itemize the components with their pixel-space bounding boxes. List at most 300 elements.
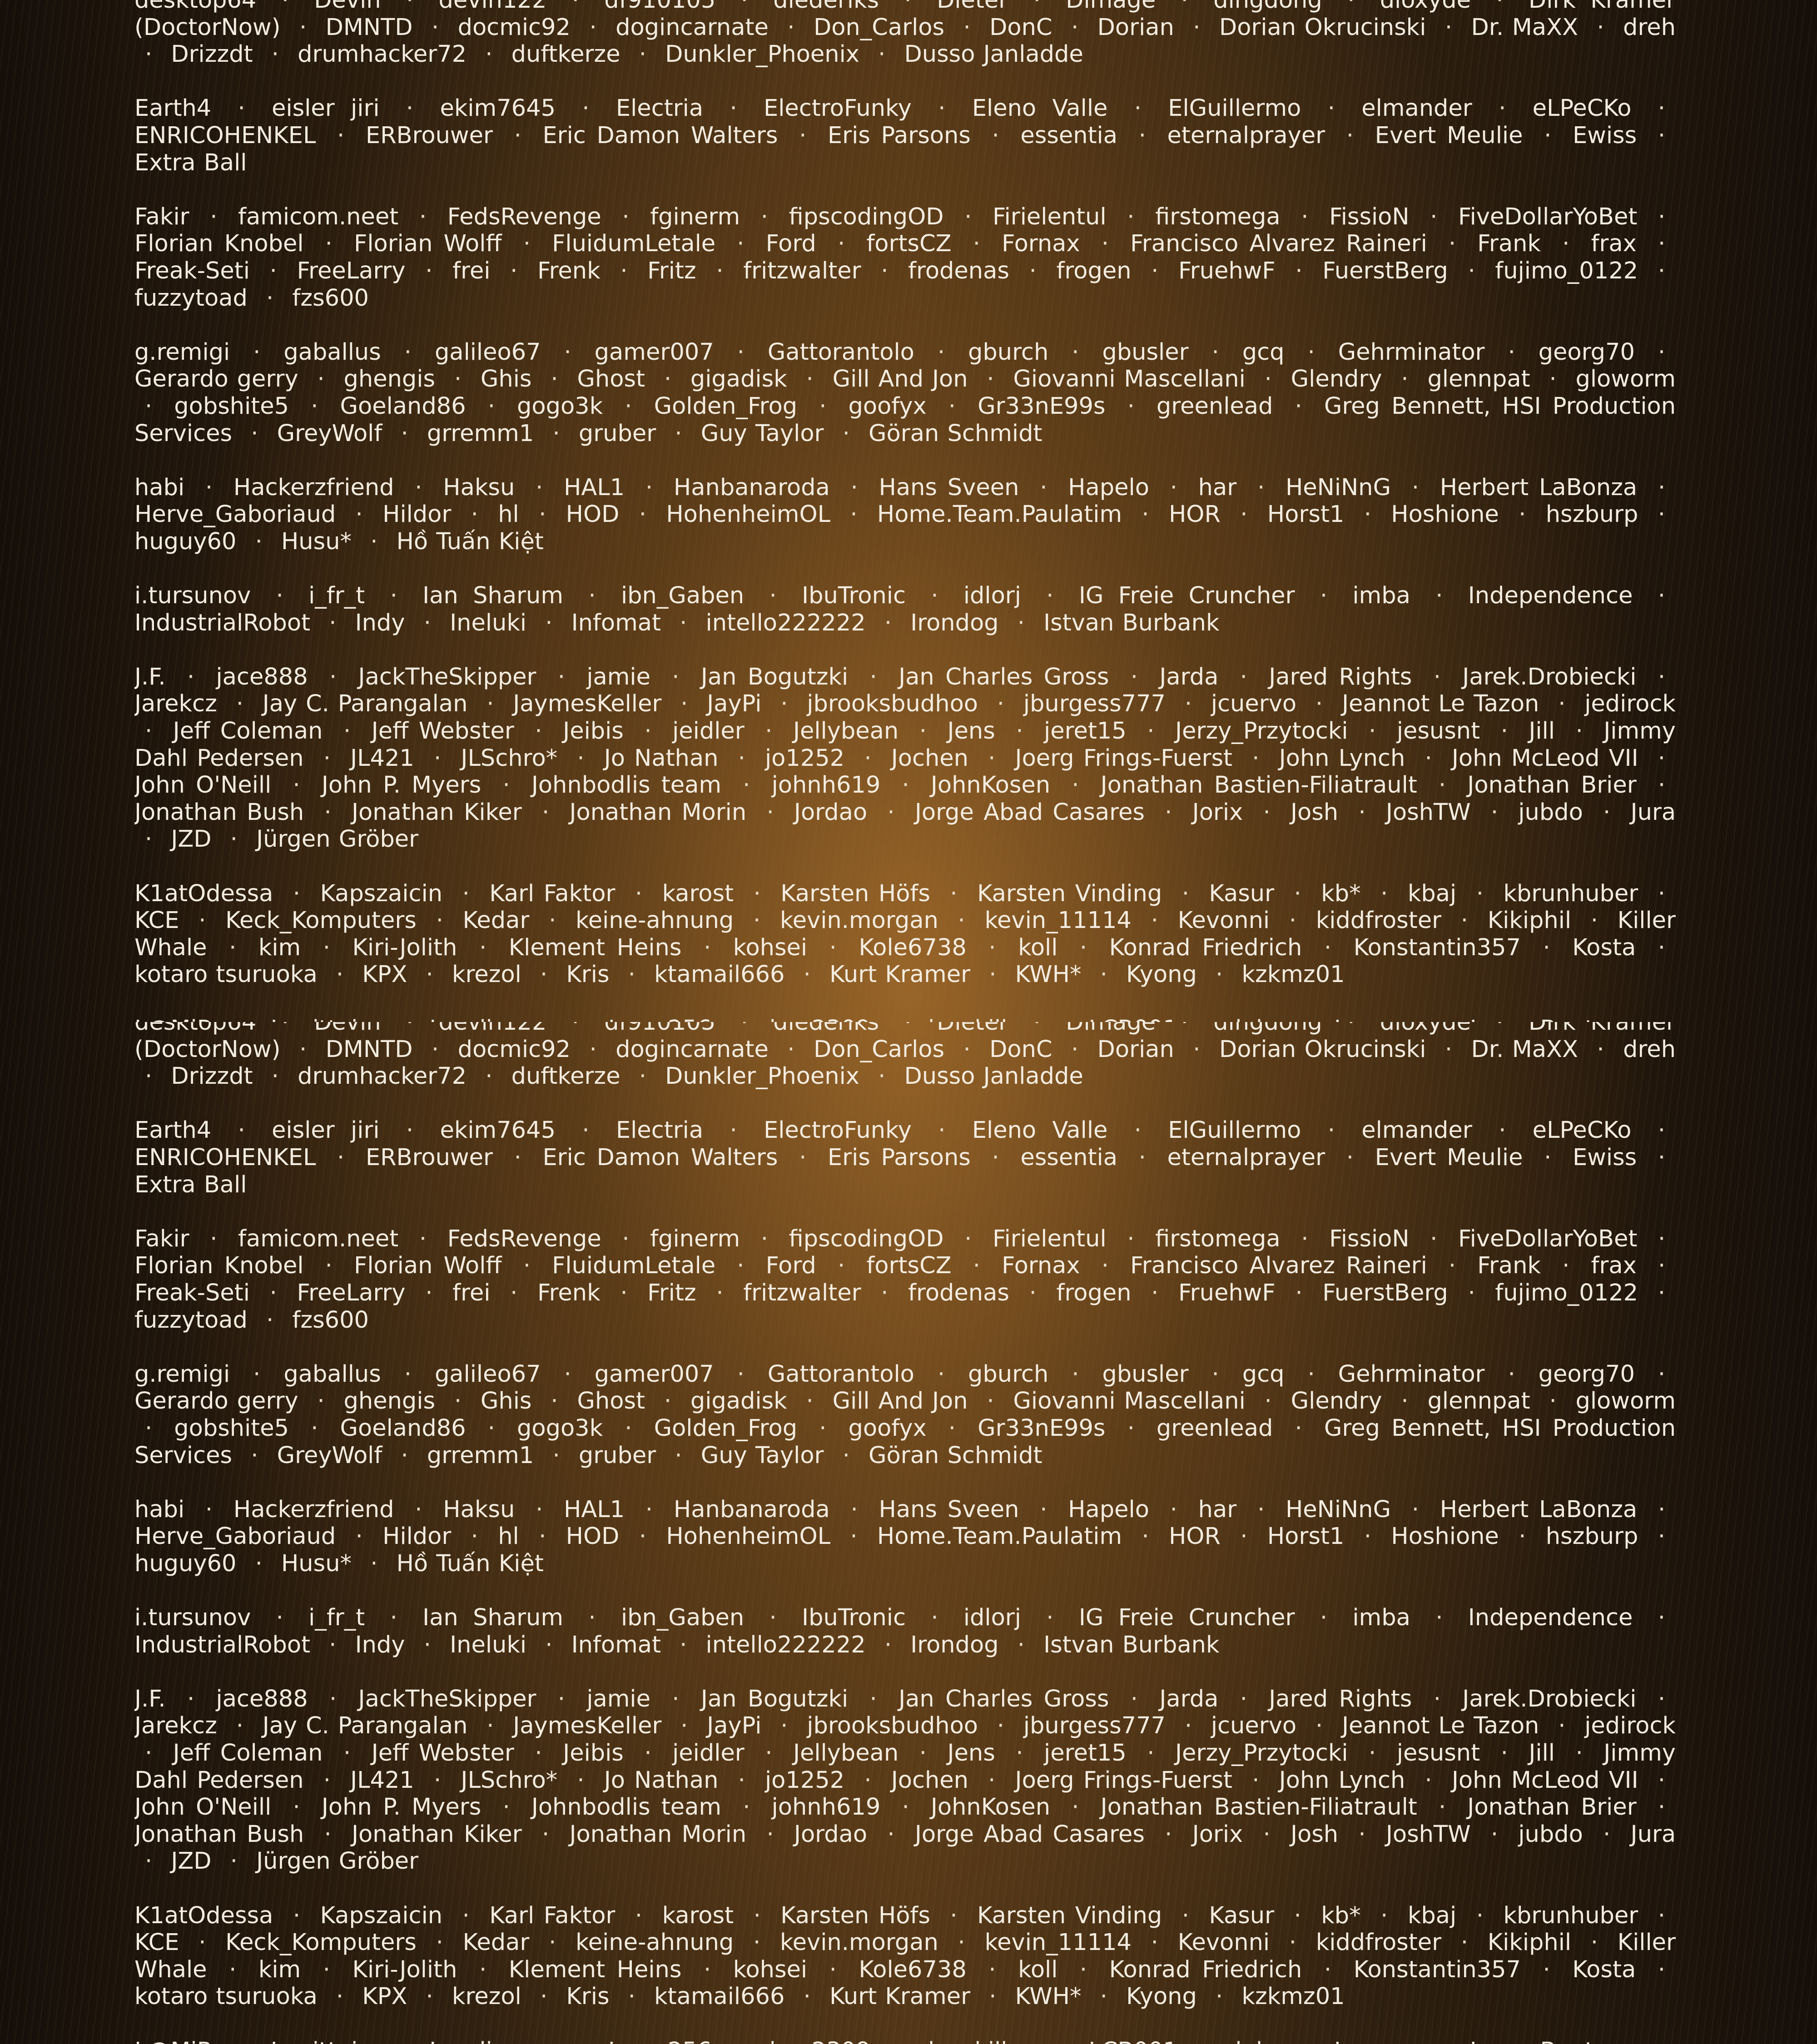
separator-dot: · [726, 230, 755, 257]
contributor-name: Horst1 [1267, 501, 1345, 528]
separator-dot: · [720, 1117, 748, 1144]
separator-dot: · [1648, 1604, 1676, 1631]
separator-dot: · [289, 1036, 317, 1063]
separator-dot: · [134, 826, 163, 853]
separator-dot: · [1131, 501, 1159, 528]
separator-dot: · [423, 1767, 452, 1794]
separator-dot: · [1593, 1821, 1621, 1848]
separator-dot: · [271, 0, 299, 14]
contributor-name: FissioN [1329, 1225, 1409, 1252]
separator-dot: · [1490, 1740, 1519, 1766]
separator-dot: · [134, 41, 163, 68]
separator-dot: · [938, 1415, 966, 1442]
separator-dot: · [1285, 258, 1313, 284]
contributor-name: dogincarnate [616, 1036, 769, 1063]
contributor-name: ghengis [344, 366, 436, 392]
separator-dot: · [547, 664, 576, 690]
separator-dot: · [755, 1740, 783, 1766]
contributor-name: frogen [1056, 1280, 1131, 1306]
contributor-name: Jorix [1192, 1821, 1243, 1848]
contributor-name: KPX [362, 961, 407, 988]
contributor-name: IndustrialRobot [134, 610, 310, 636]
separator-dot: · [927, 1361, 955, 1388]
separator-dot: · [394, 339, 422, 366]
separator-dot: · [1358, 1740, 1386, 1766]
separator-dot: · [859, 664, 888, 690]
contributor-name: ElectroFunky [764, 1117, 912, 1144]
separator-dot: · [693, 1956, 721, 1983]
contributor-name: Jeff Coleman [173, 1740, 323, 1766]
separator-dot: · [1205, 1983, 1233, 2010]
contributor-name: devin122 [439, 0, 547, 14]
contributor-name: fzs600 [292, 1307, 369, 1334]
contributor-name: Frenk [537, 258, 601, 284]
contributor-name: Jay C. Parangalan [263, 1712, 468, 1739]
separator-dot: · [1023, 1022, 1051, 1036]
contributor-name: gloworm [1576, 366, 1676, 392]
separator-dot: · [1160, 1496, 1188, 1523]
contributor-name: goofyx [849, 393, 927, 420]
contributor-name: ERBrouwer [366, 122, 493, 149]
separator-dot: · [720, 95, 748, 122]
separator-dot: · [938, 393, 966, 420]
contributor-name: ENRICOHENKEL [134, 122, 316, 149]
separator-dot: · [868, 1063, 896, 1090]
contributor-name: i_fr_t [308, 1604, 365, 1631]
contributor-name: g.remigi [134, 1361, 230, 1388]
separator-dot: · [870, 258, 899, 284]
contributor-name: JoshTW [1386, 1821, 1471, 1848]
contributor-name: Eris Parsons [828, 1144, 971, 1171]
contributor-name: fortsCZ [866, 1252, 951, 1279]
contributor-name: dogincarnate [616, 14, 769, 41]
separator-dot: · [1450, 1929, 1479, 1956]
contributor-name: Gill And Jon [833, 366, 968, 392]
contributor-name: gcq [1242, 1361, 1285, 1388]
contributor-name: habi [134, 474, 184, 501]
contributor-name: gruber [579, 420, 656, 447]
separator-dot: · [1336, 122, 1364, 149]
contributor-name: Goeland86 [340, 1415, 466, 1442]
separator-dot: · [259, 1280, 288, 1306]
separator-dot: · [978, 1983, 1007, 2010]
contributor-name: docmic92 [458, 14, 571, 41]
separator-dot: · [571, 1117, 600, 1144]
contributor-name: huguy60 [134, 1550, 236, 1577]
contributor-name: Jill [1529, 1740, 1555, 1766]
contributor-name: jburgess777 [1023, 1712, 1166, 1739]
separator-dot: · [469, 934, 497, 961]
contributor-name: Giovanni Mascellani [1013, 366, 1245, 392]
separator-dot: · [524, 1740, 552, 1766]
separator-dot: · [1435, 1036, 1463, 1063]
contributor-name: FluidumLetale [552, 230, 715, 257]
contributor-name: gamer007 [595, 1361, 714, 1388]
separator-dot: · [953, 1036, 981, 1063]
contributor-name: Ford [766, 1252, 816, 1279]
separator-dot: · [469, 1956, 497, 1983]
contributor-name: John Lynch [1279, 745, 1405, 772]
contributor-name: firstomega [1155, 203, 1281, 230]
separator-dot: · [1279, 907, 1307, 934]
separator-dot: · [1648, 1361, 1676, 1388]
separator-dot: · [413, 1632, 442, 1658]
contributor-name: Jarda [1159, 1686, 1218, 1712]
contributor-name: Earth4 [134, 95, 211, 122]
separator-dot: · [1029, 474, 1057, 501]
contributor-name: frax [1591, 230, 1636, 257]
separator-dot: · [1458, 1280, 1486, 1306]
separator-dot: · [770, 690, 798, 717]
contributor-name: Herbert LaBonza [1440, 474, 1637, 501]
separator-dot: · [618, 961, 646, 988]
contributor-name: Fakir [134, 203, 189, 230]
separator-dot: · [475, 1063, 503, 1090]
contributor-name: JohnKosen [931, 1794, 1050, 1821]
contributor-name: GreyWolf [277, 420, 382, 447]
separator-dot: · [226, 1712, 254, 1739]
contributor-name: JackTheSkipper [358, 1686, 536, 1712]
separator-dot: · [1090, 1983, 1118, 2010]
separator-dot: · [1438, 1252, 1466, 1279]
contributor-name: imba [1352, 582, 1410, 609]
contributor-name: HeNiNnG [1286, 474, 1391, 501]
contributor-name: Francisco Alvarez Raineri [1130, 230, 1427, 257]
contributor-name: Glendry [1291, 366, 1382, 392]
contributor-name: Herve_Gaboriaud [134, 501, 336, 528]
separator-dot: · [1565, 718, 1594, 744]
contributor-name: KCE [134, 1929, 179, 1956]
contributor-name: Freak-Seti [134, 1280, 250, 1306]
contributor-name: gburch [968, 339, 1048, 366]
separator-dot: · [1466, 880, 1494, 907]
contributor-name: Home.Team.Paulatim [877, 501, 1122, 528]
separator-dot: · [1141, 907, 1169, 934]
contributor-name: kiddfroster [1316, 1929, 1441, 1956]
contributor-name: ElGuillermo [1168, 95, 1301, 122]
separator-dot: · [413, 610, 442, 636]
separator-dot: · [854, 745, 882, 772]
contributor-name: idlorj [963, 1604, 1021, 1631]
separator-dot: · [1137, 1740, 1165, 1766]
separator-dot: · [870, 1280, 899, 1306]
separator-dot: · [1120, 664, 1148, 690]
contributor-name: Jellybean [793, 1740, 899, 1766]
separator-dot: · [535, 610, 563, 636]
contributor-name: Ineluki [450, 610, 526, 636]
contributor-name: jeret15 [1044, 718, 1127, 744]
separator-dot: · [1648, 95, 1676, 122]
separator-dot: · [1205, 961, 1233, 988]
separator-dot: · [380, 1604, 408, 1631]
separator-dot: · [987, 690, 1015, 717]
separator-dot: · [333, 718, 361, 744]
separator-dot: · [283, 1902, 311, 1929]
separator-dot: · [475, 41, 503, 68]
separator-dot: · [618, 1983, 646, 2010]
contributor-name: har [1198, 474, 1237, 501]
contributor-name: i_fr_t [308, 582, 365, 609]
contributor-name: johnh619 [772, 772, 881, 799]
contributor-name: Don_Carlos [814, 14, 944, 41]
separator-dot: · [1279, 1929, 1307, 1956]
separator-dot: · [976, 366, 1004, 392]
contributor-name: FreeLarry [297, 1280, 405, 1306]
contributor-name: Irondog [910, 610, 998, 636]
separator-dot: · [1415, 1767, 1443, 1794]
contributor-name: JLSchro* [461, 745, 557, 772]
contributor-name: gogo3k [517, 1415, 603, 1442]
separator-dot: · [528, 501, 556, 528]
contributor-name: Ford [766, 230, 816, 257]
separator-dot: · [240, 1442, 268, 1469]
contributor-name: diederiks [773, 1022, 879, 1036]
separator-dot: · [220, 1848, 248, 1875]
separator-dot: · [1648, 934, 1676, 961]
contributor-name: Extra Ball [134, 149, 247, 176]
contributor-name: Johnbodlis team [531, 772, 721, 799]
contributor-name: Jarda [1159, 664, 1218, 690]
contributor-name: elmander [1361, 1117, 1472, 1144]
separator-dot: · [789, 1144, 817, 1171]
contributor-name: Gerardo gerry [134, 366, 298, 392]
contributor-name: Hồ Tuấn Kiệt [397, 1550, 544, 1577]
contributor-name: Karl Faktor [489, 1902, 615, 1929]
separator-dot: · [134, 1415, 163, 1442]
contributor-name: JaymesKeller [513, 1712, 661, 1739]
separator-dot: · [492, 772, 521, 799]
contributor-name: docmic92 [458, 1036, 571, 1063]
separator-dot: · [1354, 1523, 1382, 1550]
separator-dot: · [313, 1767, 341, 1794]
separator-dot: · [611, 203, 640, 230]
separator-dot: · [948, 1929, 976, 1956]
separator-dot: · [1297, 339, 1326, 366]
contributor-name: Greg Bennett, HSI Production Services [134, 1415, 1676, 1469]
contributor-name: jeret15 [1044, 1740, 1127, 1766]
contributor-name: Jared Rights [1269, 664, 1412, 690]
separator-dot: · [1648, 1225, 1676, 1252]
separator-dot: · [1490, 718, 1519, 744]
separator-dot: · [1390, 366, 1419, 392]
separator-dot: · [319, 664, 347, 690]
contributor-name: Ineluki [450, 1632, 526, 1658]
contributor-name: Keck_Komputers [225, 1929, 417, 1956]
separator-dot: · [513, 1252, 541, 1279]
contributor-name: FruehwF [1178, 258, 1276, 284]
contributor-name: JackTheSkipper [358, 664, 536, 690]
separator-dot: · [177, 664, 205, 690]
separator-dot: · [1154, 1821, 1182, 1848]
contributor-name: ElectroFunky [764, 95, 912, 122]
separator-dot: · [319, 1686, 347, 1712]
contributor-name: fritzwalter [743, 258, 861, 284]
contributor-name: fujimo_0122 [1495, 258, 1638, 284]
separator-dot: · [177, 1686, 205, 1712]
contributor-name: diederiks [773, 0, 879, 14]
separator-dot: · [266, 1604, 294, 1631]
separator-dot: · [561, 1022, 590, 1036]
separator-dot: · [1420, 203, 1448, 230]
contributor-name: JZD [171, 1848, 211, 1875]
separator-dot: · [416, 1983, 444, 2010]
contributor-name: ElGuillermo [1168, 1117, 1301, 1144]
contributor-name: Gehrminator [1338, 1361, 1485, 1388]
contributor-name: galileo67 [435, 339, 541, 366]
contributor-name: gaballus [283, 339, 381, 366]
separator-dot: · [1201, 1361, 1230, 1388]
contributor-name: Firielentul [993, 1225, 1107, 1252]
separator-dot: · [409, 203, 437, 230]
contributor-name: jburgess777 [1023, 690, 1166, 717]
separator-dot: · [832, 1442, 860, 1469]
contributor-name: eLPeCKo [1533, 95, 1632, 122]
contributor-name: Jeff Webster [372, 718, 514, 744]
contributor-name: Haksu [443, 1496, 515, 1523]
contributor-name: Goeland86 [340, 393, 466, 420]
contributor-name: Jura [1631, 1821, 1676, 1848]
contributor-name: Glendry [1291, 1388, 1382, 1414]
contributor-name: duftkerze [511, 41, 621, 68]
separator-dot: · [1435, 14, 1463, 41]
contributor-name: kb* [1321, 1902, 1360, 1929]
separator-dot: · [1285, 1415, 1313, 1442]
separator-dot: · [789, 122, 817, 149]
separator-dot: · [1348, 799, 1376, 826]
separator-dot: · [326, 1983, 354, 2010]
contributor-name: kiddfroster [1316, 907, 1441, 934]
contributor-name: JoshTW [1386, 799, 1471, 826]
separator-dot: · [1401, 1496, 1430, 1523]
contributor-name: HOD [566, 501, 620, 528]
separator-dot: · [839, 1523, 868, 1550]
contributor-name: Klement Heins [509, 1956, 682, 1983]
contributor-name: Dorian [1097, 14, 1174, 41]
separator-dot: · [1029, 1496, 1057, 1523]
separator-dot: · [920, 582, 948, 609]
separator-dot: · [394, 1361, 422, 1388]
contributor-name: famicom.neet [238, 1225, 398, 1252]
contributor-name: kbrunhuber [1503, 1902, 1638, 1929]
contributor-name: Hoshione [1391, 1523, 1499, 1550]
contributor-name: Jarekcz [134, 690, 217, 717]
contributor-name: Joerg Frings-Fuerst [1015, 1767, 1233, 1794]
contributor-name: FissioN [1329, 203, 1409, 230]
contributor-name: FuerstBerg [1322, 258, 1448, 284]
contributor-name: DonC [989, 1036, 1052, 1063]
contributor-name: Jochen [891, 1767, 968, 1794]
separator-dot: · [1061, 772, 1089, 799]
separator-dot: · [421, 1036, 449, 1063]
separator-dot: · [261, 41, 289, 68]
separator-dot: · [314, 1821, 342, 1848]
contributor-name: Jonathan Brier [1467, 1794, 1636, 1821]
separator-dot: · [1314, 934, 1342, 961]
separator-dot: · [134, 1063, 163, 1090]
contributor-name: jo1252 [765, 745, 844, 772]
contributor-name: frei [452, 1280, 490, 1306]
contributor-name: Eric Damon Walters [542, 1144, 778, 1171]
contributor-name: Dirk Kramer (DoctorNow) [134, 1022, 1676, 1063]
contributor-name: Giovanni Mascellani [1013, 1388, 1245, 1414]
contributor-name: Jura [1631, 799, 1676, 826]
separator-dot: · [245, 1550, 273, 1577]
contributor-name: Johnbodlis team [531, 1794, 721, 1821]
contributor-name: Karsten Höfs [780, 1902, 930, 1929]
contributor-name: jesusnt [1397, 1740, 1480, 1766]
separator-dot: · [1247, 1496, 1275, 1523]
separator-dot: · [1291, 203, 1319, 230]
contributor-name: gobshite5 [174, 1415, 289, 1442]
contributor-name: Jürgen Gröber [256, 826, 418, 853]
contributor-name: Extra Ball [134, 1171, 247, 1198]
separator-dot: · [1415, 745, 1443, 772]
separator-dot: · [313, 745, 341, 772]
separator-dot: · [307, 366, 335, 392]
separator-dot: · [1254, 366, 1282, 392]
separator-dot: · [1061, 14, 1089, 41]
separator-dot: · [635, 1496, 663, 1523]
separator-dot: · [726, 1252, 755, 1279]
separator-dot: · [840, 1496, 869, 1523]
separator-dot: · [909, 718, 937, 744]
separator-dot: · [1534, 122, 1562, 149]
separator-dot: · [743, 1902, 771, 1929]
separator-dot: · [345, 1523, 373, 1550]
contributor-name: Fakir [134, 1225, 189, 1252]
separator-dot: · [793, 1983, 821, 2010]
separator-dot: · [283, 772, 311, 799]
contributor-name: hl [498, 1523, 519, 1550]
contributor-name: Ian Sharum [422, 1604, 563, 1631]
separator-dot: · [1648, 258, 1676, 284]
separator-dot: · [1230, 664, 1258, 690]
separator-dot: · [1438, 230, 1466, 257]
separator-dot: · [777, 1036, 805, 1063]
contributor-name: ktamail666 [654, 1983, 784, 2010]
separator-dot: · [939, 1902, 968, 1929]
separator-dot: · [1154, 799, 1182, 826]
separator-dot: · [1648, 1252, 1676, 1279]
contributor-name: Irondog [910, 1632, 998, 1658]
separator-dot: · [948, 907, 976, 934]
contributor-name: kbaj [1408, 1902, 1456, 1929]
separator-dot: · [1648, 1117, 1676, 1144]
contributor-name: Istvan Burbank [1043, 610, 1219, 636]
contributor-name: frodenas [908, 258, 1009, 284]
separator-dot: · [1007, 610, 1035, 636]
separator-dot: · [1172, 1902, 1200, 1929]
contributor-name: Dorian [1097, 1036, 1174, 1063]
separator-dot: · [283, 1794, 311, 1821]
contributor-name: devin122 [439, 1022, 547, 1036]
separator-dot: · [396, 1022, 424, 1036]
separator-dot: · [928, 1117, 956, 1144]
contributor-name: kim [258, 1956, 301, 1983]
separator-dot: · [333, 1740, 361, 1766]
contributor-name: Dunkler_Phoenix [665, 1063, 859, 1090]
contributor-name: jedirock [1584, 1712, 1676, 1739]
separator-dot: · [415, 1280, 443, 1306]
contributor-name: JL421 [350, 745, 414, 772]
contributor-name: ibn_Gaben [621, 582, 744, 609]
separator-dot: · [1466, 1902, 1494, 1929]
contributor-name: Jonathan Bush [134, 799, 304, 826]
separator-dot: · [1348, 1821, 1376, 1848]
contributor-name: Home.Team.Paulatim [877, 1523, 1122, 1550]
contributor-name: HeNiNnG [1286, 1496, 1391, 1523]
contributor-name: Hans Sveen [879, 1496, 1019, 1523]
